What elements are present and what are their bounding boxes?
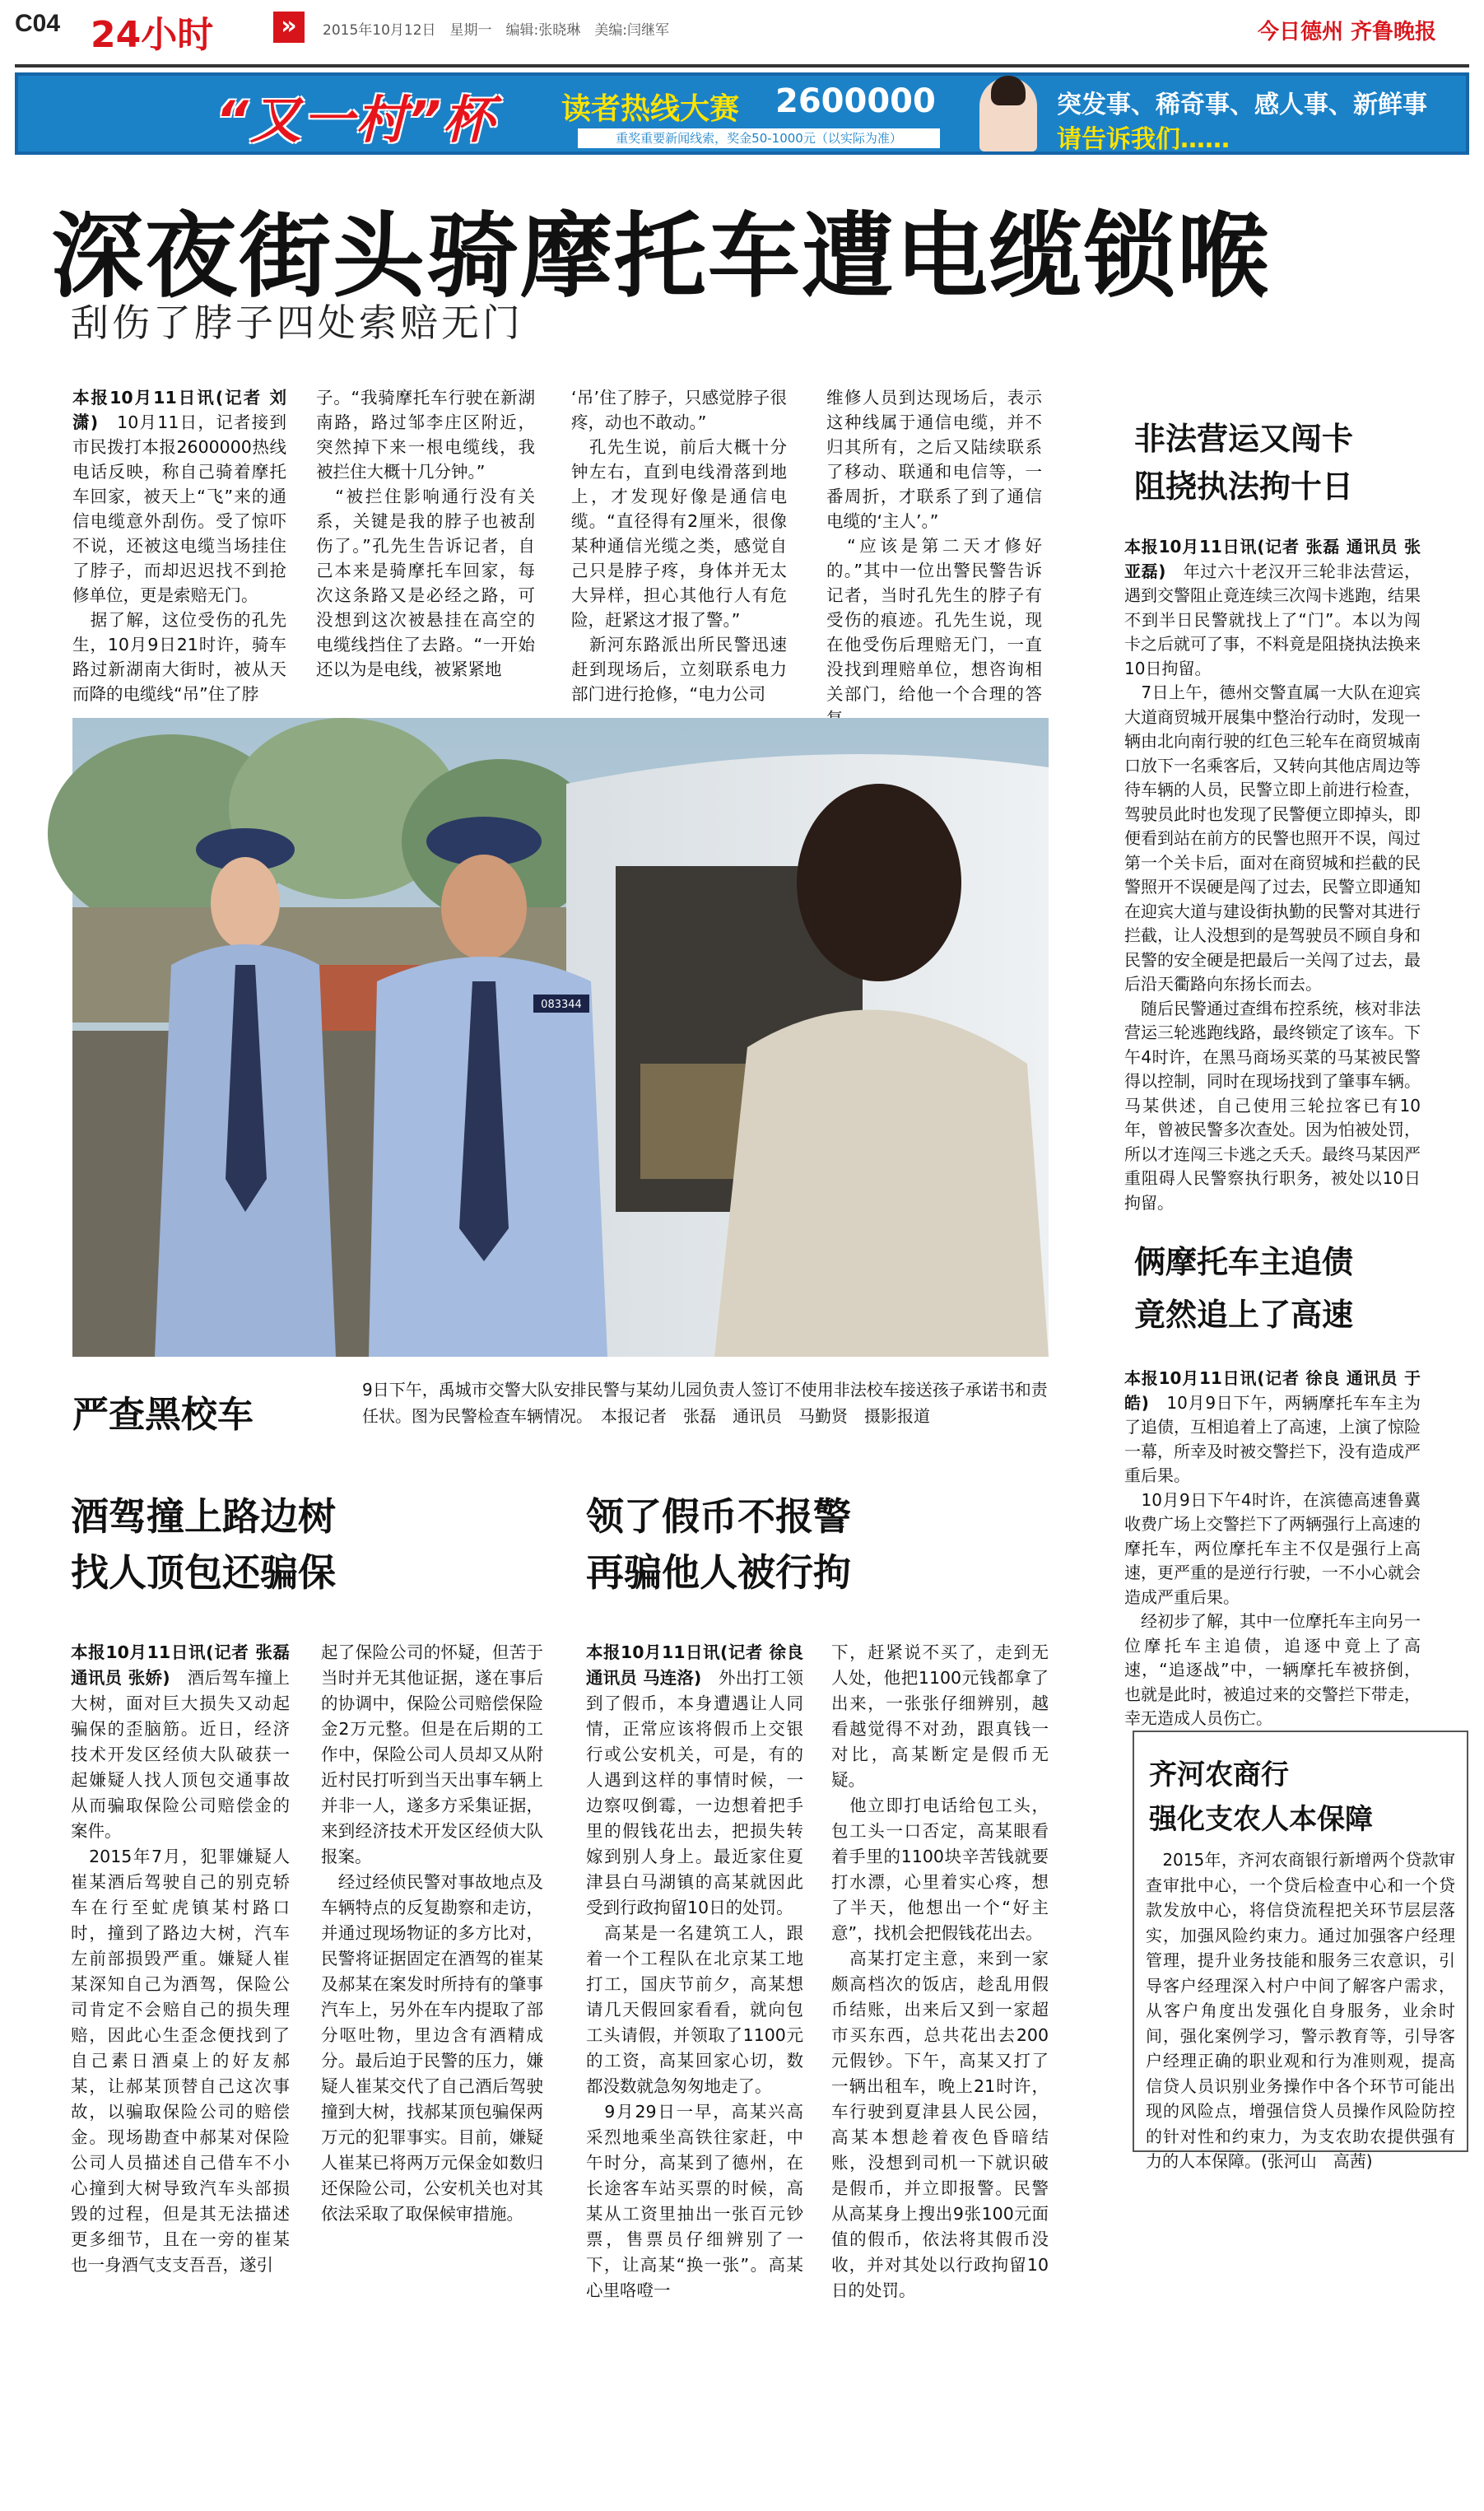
page-code: C04 [15,10,61,37]
lead-subhead: 刮伤了脖子四处索赔无门 [71,300,523,345]
illegal-transport-text: 年过六十老汉开三轮非法营运，遇到交警阻止竟连续三次闯卡逃跑，结果不到半日民警就找上了“门”。本以为闯卡之后就可了事，不料竟是阻挠执法换来10日拘留。 7日上午，德州交警直属一大队在迎宾大道商贸城开展集中整治行动时，发现一辆由北向南行驶的红色三轮车在商贸城南口放下一名乘客后，又转向其他店周边等待车辆的人员，民警立即上前进行检查，驾驶员此时也发现了民警便立即掉头，即便看到站在前方的民警也照开不误，闯过第一个关卡后，面对在商贸城和拦截的民警照开不误硬是闯了过去，民警立即通知在迎宾大道与建设街执勤的民警对其进行拦截，让人没想到的是驾驶员不顾自身和民警的安全硬是把最后一关闯了过去，最后沿天衢路向东扬长而去。 随后民警通过查缉布控系统，核对非法营运三轮逃跑线路，最终锁定了该车。下午4时许，在黑马商场买菜的马某被民警得以控制，同时在现场找到了肇事车辆。马某供述，自己使用三轮拉客已有10年，曾被民警多次查处。因为怕被处罚，所以才连闯三卡逃之夭夭。最终马某因严重阻碍人民警察执行职务，被处以10日拘留。 [1124,561,1421,1213]
bank-news-body [1146,1847,1455,2171]
banner-call-to-action: 请告诉我们…… [1057,125,1230,154]
newspaper-brand: 今日德州 齐鲁晚报 [1258,20,1437,44]
banner-hotline-label: 读者热线大赛 [561,92,740,126]
fake-money-headline-line1: 领了假币不报警 [586,1494,851,1539]
fake-money-byline: 本报10月11日讯(记者 徐良 通讯员 马连洛) [586,1642,810,1688]
operator-avatar-icon [979,77,1037,151]
police-badge-number: 083344 [541,999,582,1011]
motorcycle-debt-headline-line1: 俩摩托车主追债 [1134,1244,1354,1280]
illegal-transport-byline: 本报10月11日讯(记者 张磊 通讯员 张亚磊) [1124,537,1421,581]
drunk-column-2: 起了保险公司的怀疑，但苦于当时并无其他证据，遂在事后的协调中，保险公司赔偿保险金2万元整。但是在后期的工作中，保险公司人员却又从附近村民打听到当天出事车辆上并非一人，遂多方采集证据，来到经济技术开发区经侦大队报案。 经过经侦民警对事故地点及车辆特点的反复勘察和走访，并通过现场物证的多方比对，民警将证据固定在酒驾的崔某及郝某在案发时所持有的肇事汽车上，另外在车内提取了部分呕吐物，里边含有酒精成分。最后迫于民警的压力，嫌疑人崔某交代了自己酒后驾驶撞到大树，找郝某顶包骗保两万元的犯罪事实。目前，嫌疑人崔某已将两万元保金如数归还保险公司，公安机关也对其依法采取了取保候审措施。 [321,1642,543,2224]
lead-column-3: ‘吊’住了脖子，只感觉脖子很疼，动也不敢动。” 孔先生说，前后大概十分钟左右，直到电线滑落到地上，才发现好像是通信电缆。“直径得有2厘米，很像某种通信光缆之类，感觉自己只是脖子疼，身体并无太大异样，担心其他行人有危险，赶紧这才报了警。” 新河东路派出所民警迅速赶到现场后，立刻联系电力部门进行抢修，“电力公司 [571,388,787,704]
bank-news-text: 2015年，齐河农商银行新增两个贷款审查审批中心，一个贷后检查中心和一个贷款发放中心，将信贷流程把关环节层层落实，加强风险约束力。通过加强客户经理管理，提升业务技能和服务三农意识，引导客户经理深入村户中间了解客户需求，从客户角度出发强化自身服务，业余时间，强化案例学习，警示教育等，引导客户经理正确的职业观和行为准则观，提高信贷人员识别业务操作中各个环节可能出现的风险点，增强信贷人员操作风险防控的针对性和约束力，为支农助农提供强有力的人本保障。 [1146,1850,1455,2171]
banner-hotline-number: 2600000 [775,82,936,120]
drunk-text-1: 酒后驾车撞上大树，面对巨大损失又动起骗保的歪脑筋。近日，经济技术开发区经侦大队破获一起嫌疑人找人顶包交通事故从而骗取保险公司赔偿金的案件。 2015年7月，犯罪嫌疑人崔某酒后驾驶自己的别克轿车在行至虻虎镇某村路口时，撞到了路边大树，汽车左前部损毁严重。嫌疑人崔某深知自己为酒驾，保险公司肯定不会赔自己的损失理赔，因此心生歪念便找到了自己素日酒桌上的好友郝某，让郝某顶替自己这次事故，以骗取保险公司的赔偿金。现场勘查中郝某对保险公司人员描述自己借车不小心撞到大树导致汽车头部损毁的过程，但是其无法描述更多细节，且在一旁的崔某也一身酒气支支吾吾，遂引 [71,1668,291,2275]
fake-money-headline-line2: 再骗他人被行拘 [586,1550,851,1595]
section-tag [82,3,305,56]
fake-money-text-1: 外出打工领到了假币，本身遭遇让人同情，正常应该将假币上交银行或公安机关，可是，有的人遇到这样的事情时候，一边察叹倒霉，一边想着把手里的假钱花出去，把损失转嫁到别人身上。最近家住夏津县白马湖镇的高某就因此受到行政拘留10日的处罚。 高某是一名建筑工人，跟着一个工程队在北京某工地打工，国庆节前夕，高某想请几天假回家看看，就向包工头请假，并领取了1100元的工资，高某回家心切，数都没数就急匆匆地走了。 9月29日一早，高某兴高采烈地乘坐高铁往家赶，中午时分，高某到了德州，在长途客车站买票的时候，高某从工资里抽出一张百元钞票，售票员仔细辨别了一下，让高某“换一张”。高某心里咯噔一 [586,1668,803,2300]
bank-headline-line2: 强化支农人本保障 [1149,1803,1373,1836]
illegal-transport-headline-line1: 非法营运又闯卡 [1134,421,1354,457]
lead-column-4: 维修人员到达现场后，表示这种线属于通信电缆，并不归其所有，之后又陆续联系了移动、联通和电信等，一番周折，才联系了到了通信电缆的‘主人’。” “应该是第二天才修好的。”其中一位出警民警告诉记者，当时孔先生的脖子有受伤的痕迹。孔先生说，现在他受伤后理赔无门，一直没找到理赔单位，想咨询相关部门，给他一个合理的答 [826,388,1042,704]
hotline-banner[interactable] [15,72,1469,155]
motorcycle-debt-body [1124,1367,1421,1728]
double-chevron-icon: » [273,12,305,43]
lead-text-1: 10月11日，记者接到市民拨打本报2600000热线电话反映，称自己骑着摩托车回家，被天上“飞”来的通信电缆意外刮伤。受了惊吓不说，还被这电缆当场挂住了脖子，而却迟迟找不到抢修单位，更是索赔无门。 据了解，这位受伤的孔先生，10月9日21时许，骑车路过新湖南大街时，被从天而降的电缆线“吊”住了脖 [72,412,286,704]
banner-cup-title: “又一村”杯 [216,90,495,150]
lead-byline: 本报10月11日讯(记者 刘潇) [72,388,286,432]
motorcycle-debt-text: 10月9日下午，两辆摩托车车主为了追债，互相追着上了高速，上演了惊险一幕，所幸及时被交警拦下，没有造成严重后果。 10月9日下午4时许，在滨德高速鲁冀收费广场上交警拦下了两辆强行上高速的摩托车，两位摩托车主不仅是强行上高速，更严重的是逆行行驶，一不小心就会造成严重后果。 经初步了解，其中一位摩托车主向另一位摩托车主追债，追逐中竟上了高速，“追逐战”中，一辆摩托车被挤倒，也就是此时，被追过来的交警拦下带走，幸无造成人员伤亡。 [1124,1392,1421,1728]
illegal-transport-body [1124,535,1421,1227]
bank-news-credit: (张河山 高茜) [1261,2151,1373,2171]
photo-caption: 9日下午，禹城市交警大队安排民警与某幼儿园负责人签订不使用非法校车接送孩子承诺书和责任状。图为民警检查车辆情况。 本报记者 张磊 通讯员 马勤贤 摄影报道 [362,1380,1048,1426]
police-photo [72,718,1049,1357]
police-photo-illustration [72,718,1049,1357]
fake-money-column-1 [586,1640,810,2300]
banner-slogan: 突发事、稀奇事、感人事、新鲜事 [1057,91,1427,119]
banner-reward-note: 重奖重要新闻线索，奖金50-1000元（以实际为准） [578,128,940,148]
drunk-column-1 [71,1640,296,2275]
motorcycle-debt-byline: 本报10月11日讯(记者 徐良 通讯员 于皓) [1124,1368,1421,1413]
drunk-headline-line1: 酒驾撞上路边树 [71,1494,336,1539]
lead-column-1 [72,385,286,723]
date-line: 2015年10月12日 星期一 编辑:张晓琳 美编:闫继军 [323,22,669,39]
illegal-transport-headline-line2: 阻挠执法拘十日 [1134,468,1354,505]
drunk-headline-line2: 找人顶包还骗保 [71,1550,336,1595]
photo-title: 严查黑校车 [72,1394,254,1436]
drunk-byline: 本报10月11日讯(记者 张磊 通讯员 张娇) [71,1642,296,1688]
lead-column-2: 子。“我骑摩托车行驶在新湖南路，路过邹李庄区附近，突然掉下来一根电缆线，我被拦住大概十几分钟。” “被拦住影响通行没有关系，关键是我的脖子也被刮伤了。”孔先生告诉记者，自己本来是骑摩托车回家，每次这条路又是必经之路，可没想到这次被悬挂在高空的电缆线挡住了去路。“一开始还以为是电线，被紧紧地 [316,388,535,679]
lead-headline: 深夜街头骑摩托车遭电缆锁喉 [51,203,1271,310]
motorcycle-debt-headline-line2: 竟然追上了高速 [1134,1297,1354,1333]
bank-headline-line1: 齐河农商行 [1149,1759,1289,1791]
header-rule [15,64,1469,68]
section-name: 24小时 [91,14,214,56]
fake-money-column-2: 下，赶紧说不买了，走到无人处，他把1100元钱都拿了出来，一张张仔细辨别，越看越觉得不对劲，跟真钱一对比，高某断定是假币无疑。 他立即打电话给包工头，包工头一口否定，高某眼看着手里的1100块辛苦钱就要打水漂，心里着实心疼，想了半天，他想出一个“好主意”，找机会把假钱花出去。 高某打定主意，来到一家颇高档次的饭店，趁乱用假币结账，出来后又到一家超市买东西，总共花出去200元假钞。下午，高某又打了一辆出租车，晚上21时许，车行驶到夏津县人民公园，高某本想趁着夜色昏暗结账，没想到司机一下就识破是假币，并立即报警。民警从高某身上搜出9张100元面值的假币，依法将其假币没收，并对其处以行政拘留10日的处罚。 [831,1642,1049,2300]
